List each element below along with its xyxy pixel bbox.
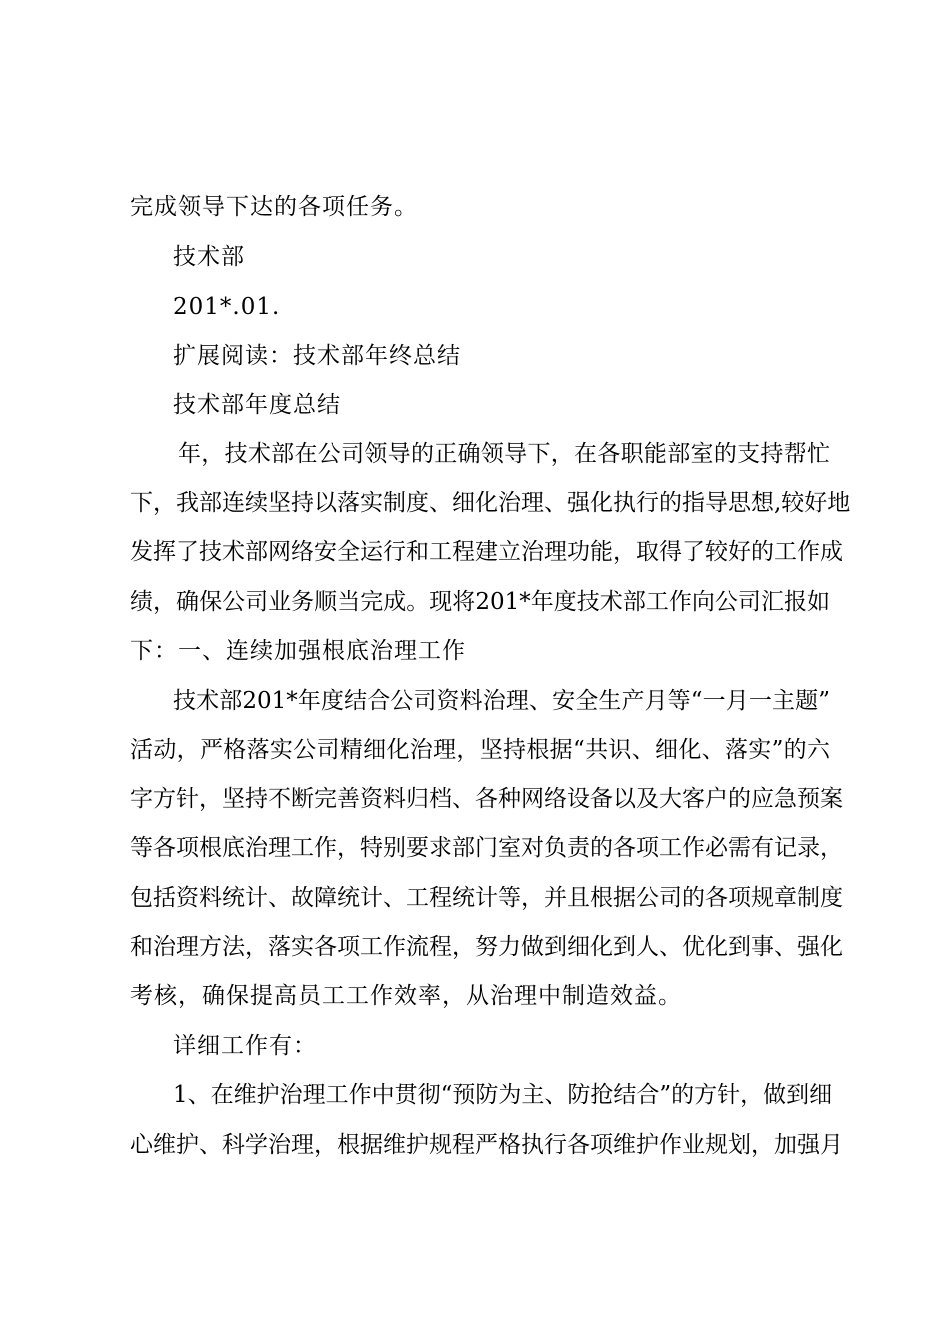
paragraph-line: 发挥了技术部网络安全运行和工程建立治理功能，取得了较好的工作成 (130, 539, 843, 565)
signature-date: 201*.01. (173, 294, 281, 320)
signature-department: 技术部 (173, 244, 245, 270)
paragraph-line: 技术部201*年度结合公司资料治理、安全生产月等“一月一主题” (173, 688, 830, 714)
paragraph-line: 绩，确保公司业务顺当完成。现将201*年度技术部工作向公司汇报如 (130, 589, 830, 615)
paragraph-line: 字方针，坚持不断完善资料归档、各种网络设备以及大客户的应急预案 (130, 786, 843, 812)
paragraph-line: 活动，严格落实公司精细化治理，坚持根据“共识、细化、落实”的六 (130, 737, 830, 763)
paragraph-line: 包括资料统计、故障统计、工程统计等，并且根据公司的各项规章制度 (130, 885, 843, 911)
paragraph-line: 下：一、连续加强根底治理工作 (130, 638, 466, 664)
paragraph-line: 考核，确保提高员工工作效率，从治理中制造效益。 (130, 983, 682, 1009)
paragraph-line: 和治理方法，落实各项工作流程，努力做到细化到人、优化到事、强化 (130, 934, 843, 960)
subsection-heading: 详细工作有： (173, 1033, 317, 1059)
extended-reading-heading: 扩展阅读：技术部年终总结 (173, 343, 461, 369)
paragraph-line: 等各项根底治理工作，特别要求部门室对负责的各项工作必需有记录， (130, 835, 843, 861)
text-line: 完成领导下达的各项任务。 (130, 194, 418, 220)
section-title: 技术部年度总结 (173, 392, 341, 418)
paragraph-line: 1、在维护治理工作中贯彻“预防为主、防抢结合”的方针，做到细 (173, 1082, 833, 1108)
paragraph-line: 心维护、科学治理，根据维护规程严格执行各项维护作业规划，加强月 (130, 1132, 843, 1158)
paragraph-line: 年，技术部在公司领导的正确领导下，在各职能部室的支持帮忙 (178, 441, 830, 467)
paragraph-line: 下，我部连续坚持以落实制度、细化治理、强化执行的指导思想,较好地 (130, 490, 851, 516)
